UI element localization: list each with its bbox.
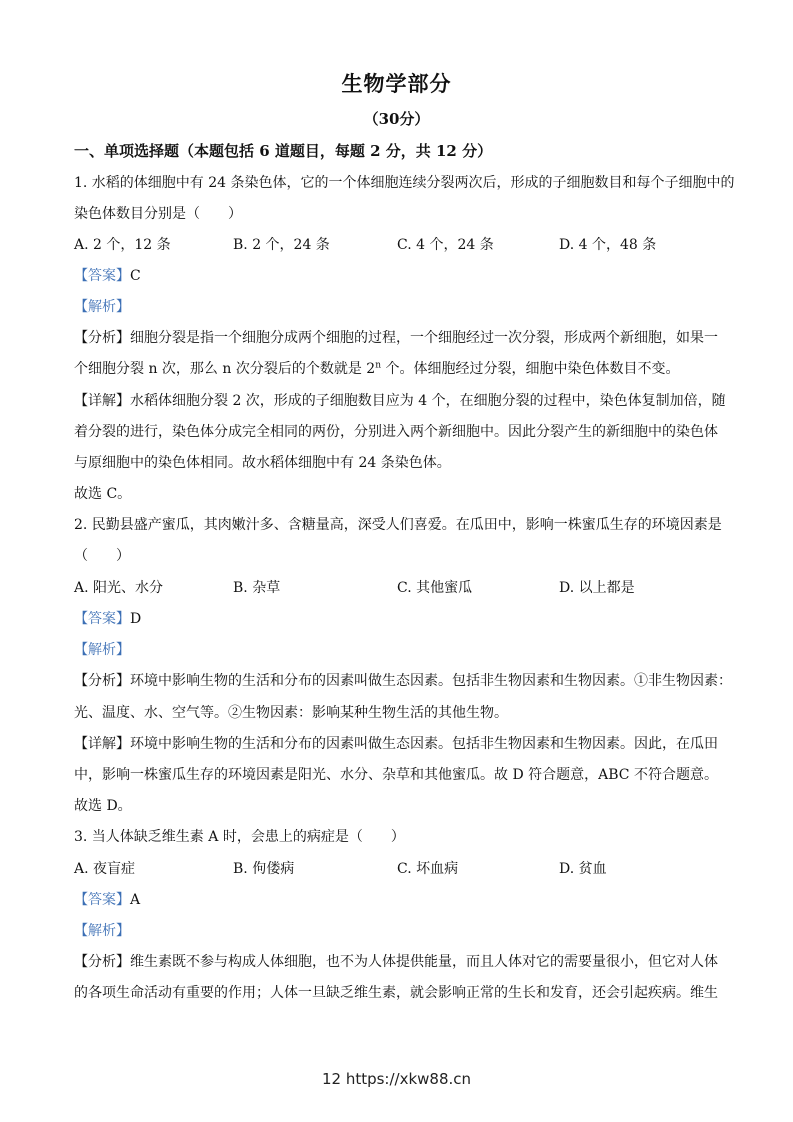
- q2-option-b: B. 杂草: [233, 580, 281, 596]
- q3-fenxi-line1: [74, 951, 724, 971]
- fenxi-tag: 【分析】: [74, 330, 130, 346]
- q1-fenxi-text2b: 个。体细胞经过分裂，细胞中染色体数目不变。: [381, 361, 680, 377]
- answer-tag: 【答案】: [74, 611, 130, 627]
- section-heading: 一、单项选择题（本题包括 6 道题目，每题 2 分，共 12 分）: [74, 142, 493, 160]
- q1-xiangjie-text1: 水稻体细胞分裂 2 次，形成的子细胞数目应为 4 个，在细胞分裂的过程中，染色体复制加倍，随: [130, 393, 726, 409]
- fenxi-tag: 【分析】: [74, 954, 130, 970]
- q1-xiangjie-line3: 与原细胞中的染色体相同。故水稻体细胞中有 24 条染色体。: [74, 455, 451, 471]
- answer-tag: 【答案】: [74, 892, 130, 908]
- q1-stem-line2: 染色体数目分别是（ ）: [74, 206, 242, 222]
- q3-fenxi-text1: 维生素既不参与构成人体细胞，也不为人体提供能量，而且人体对它的需要量很小，但它对人体: [130, 954, 718, 970]
- q1-option-d: D. 4 个，48 条: [559, 237, 657, 253]
- fenxi-tag: 【分析】: [74, 673, 130, 689]
- q2-fenxi-line1: [74, 670, 732, 690]
- q1-xiangjie-line1: [74, 390, 724, 410]
- q3-option-a: A. 夜盲症: [74, 861, 136, 877]
- q2-stem-line2: （ ）: [74, 548, 130, 564]
- q1-option-a: A. 2 个，12 条: [74, 237, 171, 253]
- q1-fenxi-superscript: n: [375, 360, 381, 371]
- q3-option-d: D. 贫血: [559, 861, 607, 877]
- q2-option-c: C. 其他蜜瓜: [397, 580, 473, 596]
- q2-fenxi-line2: 光、温度、水、空气等。②生物因素：影响某种生物生活的其他生物。: [74, 705, 508, 721]
- q2-xiangjie-line1: [74, 733, 724, 753]
- xiangjie-tag: 【详解】: [74, 736, 130, 752]
- q1-fenxi-line2: [74, 358, 724, 378]
- q1-option-c: C. 4 个，24 条: [397, 237, 494, 253]
- q3-stem-line1: 3. 当人体缺乏维生素 A 时，会患上的病症是（ ）: [74, 829, 405, 845]
- page-title: 生物学部分: [341, 71, 452, 96]
- q2-xiangjie-line2: 中，影响一株蜜瓜生存的环境因素是阳光、水分、杂草和其他蜜瓜。故 D 符合题意，ABC 不符合题意。: [74, 767, 718, 783]
- q1-answer: [74, 265, 724, 285]
- q2-xiangjie-text1: 环境中影响生物的生活和分布的因素叫做生态因素。包括非生物因素和生物因素。因此，在瓜田: [130, 736, 718, 752]
- q1-xiangjie-line2: 着分裂的进行，染色体分成完全相同的两份，分别进入两个新细胞中。因此分裂产生的新细胞中的染色体: [74, 424, 718, 440]
- q2-answer: [74, 608, 724, 628]
- score-subtitle: （30分）: [363, 110, 430, 128]
- q1-stem-line1: 1. 水稻的体细胞中有 24 条染色体，它的一个体细胞连续分裂两次后，形成的子细胞数目和每个子细胞中的: [74, 175, 735, 191]
- q2-option-d: D. 以上都是: [559, 580, 635, 596]
- analysis-tag: 【解析】: [74, 923, 130, 939]
- q2-analysis-heading: [74, 639, 724, 659]
- page-footer: 12 https://xkw88.cn: [321, 1070, 472, 1088]
- q3-answer-value: A: [130, 892, 141, 908]
- q1-answer-value: C: [130, 268, 141, 284]
- q2-stem-line1: 2. 民勤县盛产蜜瓜，其肉嫩汁多、含糖量高，深受人们喜爱。在瓜田中，影响一株蜜瓜生存的环境因素是: [74, 517, 722, 533]
- q2-option-a: A. 阳光、水分: [74, 580, 164, 596]
- q1-fenxi-line1: [74, 327, 724, 347]
- answer-tag: 【答案】: [74, 268, 130, 284]
- q1-conclusion: 故选 C。: [74, 486, 132, 502]
- q2-fenxi-text1: 环境中影响生物的生活和分布的因素叫做生态因素。包括非生物因素和生物因素。①非生物因素：: [130, 673, 732, 689]
- q1-option-b: B. 2 个，24 条: [233, 237, 330, 253]
- xiangjie-tag: 【详解】: [74, 393, 130, 409]
- q1-analysis-heading: [74, 296, 724, 316]
- analysis-tag: 【解析】: [74, 642, 130, 658]
- q1-fenxi-text1: 细胞分裂是指一个细胞分成两个细胞的过程，一个细胞经过一次分裂，形成两个新细胞，如果一: [130, 330, 718, 346]
- q3-option-c: C. 坏血病: [397, 861, 459, 877]
- analysis-tag: 【解析】: [74, 299, 130, 315]
- q3-option-b: B. 佝偻病: [233, 861, 295, 877]
- q2-answer-value: D: [130, 611, 142, 627]
- q1-fenxi-text2a: 个细胞分裂 n 次，那么 n 次分裂后的个数就是 2: [74, 361, 376, 377]
- q2-conclusion: 故选 D。: [74, 798, 132, 814]
- q3-answer: [74, 889, 724, 909]
- q3-analysis-heading: [74, 920, 724, 940]
- q3-fenxi-line2: 的各项生命活动有重要的作用；人体一旦缺乏维生素，就会影响正常的生长和发育，还会引起疾病。维生: [74, 985, 718, 1001]
